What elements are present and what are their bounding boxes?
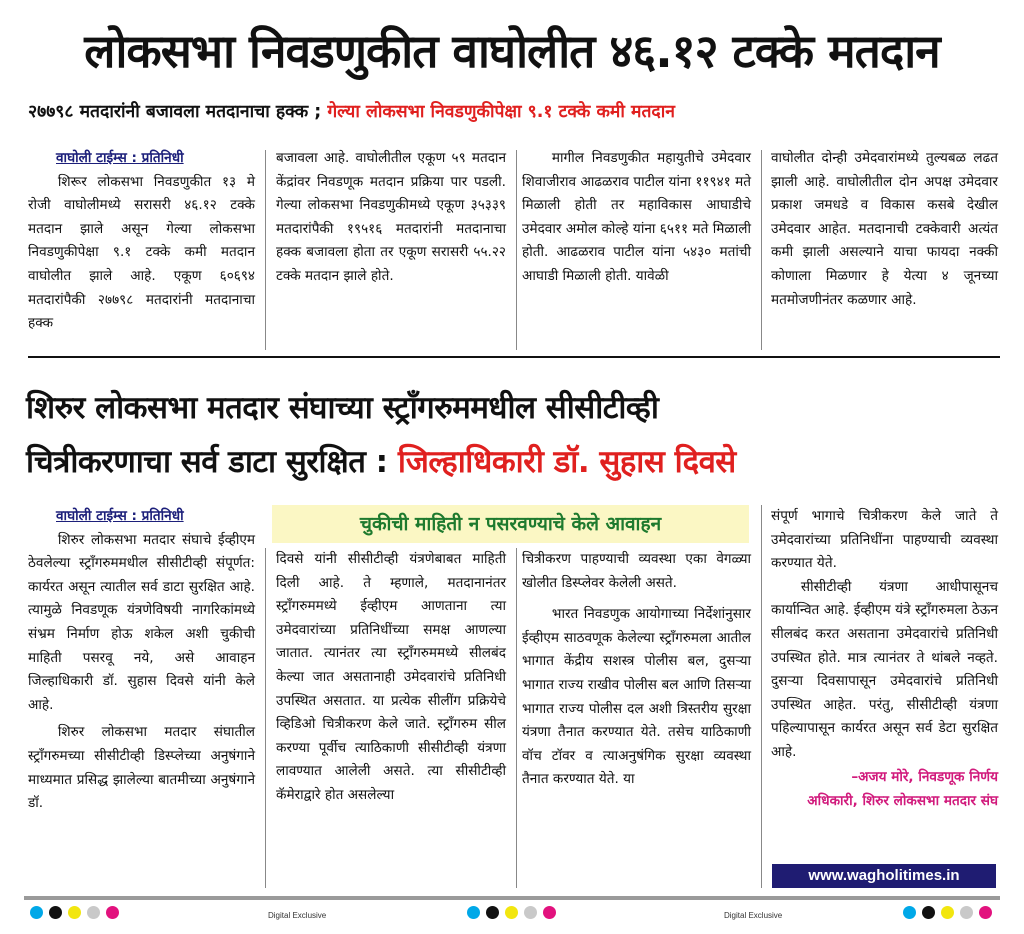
registration-marks-right: [903, 906, 1003, 922]
cyan-dot: [903, 906, 916, 919]
article2-column-3: [522, 548, 751, 792]
article2-col4-paragraph-2: सीसीटीव्ही यंत्रणा आधीपासूनच कार्यान्वित आहे. ईव्हीएम यंत्रे स्ट्राँगरुमला ठेऊन सीलबंद करत असताना उमेदवारांचे प्रतिनिधी उपस्थित होते. मात्र त्यानंतर ते थांबले नव्हते. दुसऱ्या दिवसापासून उमेदवारांचे प्रतिनिधी उपस्थित आहेत. परंतु, सीसीटीव्ही यंत्रणा पहिल्यापासून कार्यरत असून सर्व डेटा सुरक्षित आहे.: [771, 578, 998, 760]
article2-byline: वाघोली टाईम्स : प्रतिनिधी: [56, 508, 184, 524]
article1-col3-text: मागील निवडणुकीत महायुतीचे उमेदवार शिवाजीराव आढळराव पाटील यांना ११९४१ मते मिळाली होती तर महाविकास आघाडीचे उमेदवार अमोल कोल्हे यांना ६५११ मते मिळाली होती. आढळराव पाटील यांना ५४३० मतांची आघाडी मिळाली होती. यावेळी: [522, 150, 751, 284]
article2-col1-paragraph-2: शिरुर लोकसभा मतदार संघातील स्ट्राँगरुमच्या सीसीटीव्ही डिस्प्लेच्या अनुषंगाने माध्यमात प्रसिद्ध झालेल्या बातमीच्या अनुषंगाने डॉ.: [28, 724, 255, 812]
subhead-left: २७७९८ मतदारांनी बजावला मतदानाचा हक्क ;: [28, 102, 322, 122]
article2-headline-line1: शिरुर लोकसभा मतदार संघाच्या स्ट्राँगरुममधील सीसीटीव्ही: [26, 390, 659, 426]
callout-box: चुकीची माहिती न पसरवण्याचे केले आवाहन: [272, 505, 749, 543]
article1-col2-text: बजावला आहे. वाघोलीतील एकूण ५९ मतदान केंद्रांवर निवडणूक मतदान प्रक्रिया पार पडली. गेल्या लोकसभा निवडणुकीमध्ये एकूण ३५३३९ मतदारांपैकी १९५१६ मतदारांनी मतदानाचा हक्क बजावला होता तर एकूण सरासरी ५५.२२ टक्के मतदान झाले होते.: [276, 150, 506, 284]
article2-column-4: [771, 505, 998, 813]
article2-col1-paragraph-1: शिरुर लोकसभा मतदार संघाचे ईव्हीएम ठेवलेल्या स्ट्राँगरुममधील सीसीटीव्ही संपूर्णत: कार्यरत असून त्यातील सर्व डाटा सुरक्षित आहे. त्यामुळे निवडणूक यंत्रणेविषयी नागरिकांमध्ये संभ्रम निर्माण होऊ शकेल अशी चुकीची माहिती पसरवू नये, असे आवाहन जिल्हाधिकारी डॉ. सुहास दिवसे यांनी केले आहे.: [28, 531, 255, 713]
footer-rule: [24, 896, 1000, 900]
magenta-dot: [106, 906, 119, 919]
column-divider: [516, 548, 517, 888]
black-dot: [486, 906, 499, 919]
section-rule: [28, 356, 1000, 358]
website-link[interactable]: www.wagholitimes.in: [772, 864, 996, 888]
article2-col4-paragraph-1: संपूर्ण भागाचे चित्रीकरण केले जाते ते उमेदवारांच्या प्रतिनिधींना पाहण्याची व्यवस्था करण्यात येते.: [771, 508, 998, 572]
black-dot: [49, 906, 62, 919]
article1-column-3: [522, 147, 751, 289]
article2-col2-text: दिवसे यांनी सीसीटीव्ही यंत्रणेबाबत माहिती दिली आहे. ते म्हणाले, मतदानानंतर स्ट्राँगरुममध्ये ईव्हीएम आणताना त्या उमेदवारांच्या प्रतिनिधींच्या समक्ष आणल्या जातात. त्यानंतर त्या स्ट्राँगरुममध्ये सीलबंद केल्या जात असतानाही उमेदवारांचे प्रतिनिधी उपस्थित असतात. या प्रत्येक सीलींग प्रक्रियेचे व्हिडिओ चित्रीकरण केले जाते. स्ट्राँगरुम सील करण्या पूर्वीच त्याठिकाणी सीसीटीव्ही यंत्रणा लावण्यात आलेली असते. त्या सीसीटीव्ही कॅमेराद्वारे होत असलेल्या: [276, 551, 506, 803]
column-divider: [516, 150, 517, 350]
gray-dot: [524, 906, 537, 919]
article1-column-4: [771, 147, 998, 312]
subhead-right: गेल्या लोकसभा निवडणुकीपेक्षा ९.१ टक्के कमी मतदान: [327, 102, 675, 122]
yellow-dot: [941, 906, 954, 919]
column-divider: [265, 548, 266, 888]
article2-col3-paragraph-1: चित्रीकरण पाहण्याची व्यवस्था एका वेगळ्या खोलीत डिस्प्लेवर केलेली असते.: [522, 551, 751, 591]
black-dot: [922, 906, 935, 919]
article2-column-2: [276, 548, 506, 808]
article2-headline-line2: [26, 440, 736, 484]
article1-subheadline: [28, 98, 1003, 126]
cyan-dot: [467, 906, 480, 919]
article1-column-2: [276, 147, 506, 289]
article2-column-1: [28, 505, 255, 816]
article2-col3-paragraph-2: भारत निवडणुक आयोगाच्या निर्देशांनुसार ईव्हीएम साठवणूक केलेल्या स्ट्राँगरुमला आतील भागात केंद्रीय सशस्त्र पोलीस बल, दुसऱ्या भागात राज्य राखीव पोलीस बल आणि तिसऱ्या भागात राज्य पोलीस दल अशी त्रिस्तरीय सुरक्षा यंत्रणा तैनात करण्यात येते. तसेच याठिकाणी वॉच टॉवर व त्याअनुषंगिक सुरक्षा व्यवस्था तैनात करण्यात येते. या: [522, 606, 751, 788]
cyan-dot: [30, 906, 43, 919]
signature: [771, 765, 998, 813]
gray-dot: [960, 906, 973, 919]
digital-exclusive-label: Digital Exclusive: [268, 911, 327, 920]
headline-red-part: जिल्हाधिकारी डॉ. सुहास दिवसे: [397, 444, 736, 480]
headline-black-part: चित्रीकरणाचा सर्व डाटा सुरक्षित :: [26, 444, 388, 480]
article1-headline: लोकसभा निवडणुकीत वाघोलीत ४६.१२ टक्के मतदान: [84, 24, 940, 78]
magenta-dot: [543, 906, 556, 919]
gray-dot: [87, 906, 100, 919]
magenta-dot: [979, 906, 992, 919]
signature-line-2: अधिकारी, शिरुर लोकसभा मतदार संघ: [807, 792, 998, 809]
yellow-dot: [68, 906, 81, 919]
column-divider: [761, 150, 762, 350]
registration-marks-left: [30, 906, 140, 922]
signature-line-1: –अजय मोरे, निवडणूक निर्णय: [851, 768, 998, 785]
registration-marks-center: [467, 906, 577, 922]
article1-column-1: [28, 147, 255, 336]
digital-exclusive-label: Digital Exclusive: [724, 911, 783, 920]
article1-col4-text: वाघोलीत दोन्ही उमेदवारांमध्ये तुल्यबळ लढत झाली आहे. वाघोलीतील दोन अपक्ष उमेदवार प्रकाश जमधडे व विकास कसबे देखील उमेदवार आहेत. मतदानाची टक्केवारी अत्यंत कमी झाली असल्याने याचा फायदा नक्की कोणाला मिळणार हे येत्या ४ जूनच्या मतमोजणीनंतर कळणार आहे.: [771, 150, 998, 308]
yellow-dot: [505, 906, 518, 919]
article1-byline: वाघोली टाईम्स : प्रतिनिधी: [56, 150, 184, 166]
column-divider: [761, 505, 762, 888]
column-divider: [265, 150, 266, 350]
article1-col1-text: शिरूर लोकसभा निवडणुकीत १३ मे रोजी वाघोलीमध्ये सरासरी ४६.१२ टक्के मतदान झाले असून गेल्या लोकसभा निवडणुकीपेक्षा ९.१ टक्के कमी मतदान वाघोलीत झाले आहे. एकूण ६०६९४ मतदारांपैकी २७७९८ मतदारांनी मतदानाचा हक्क: [28, 173, 255, 332]
